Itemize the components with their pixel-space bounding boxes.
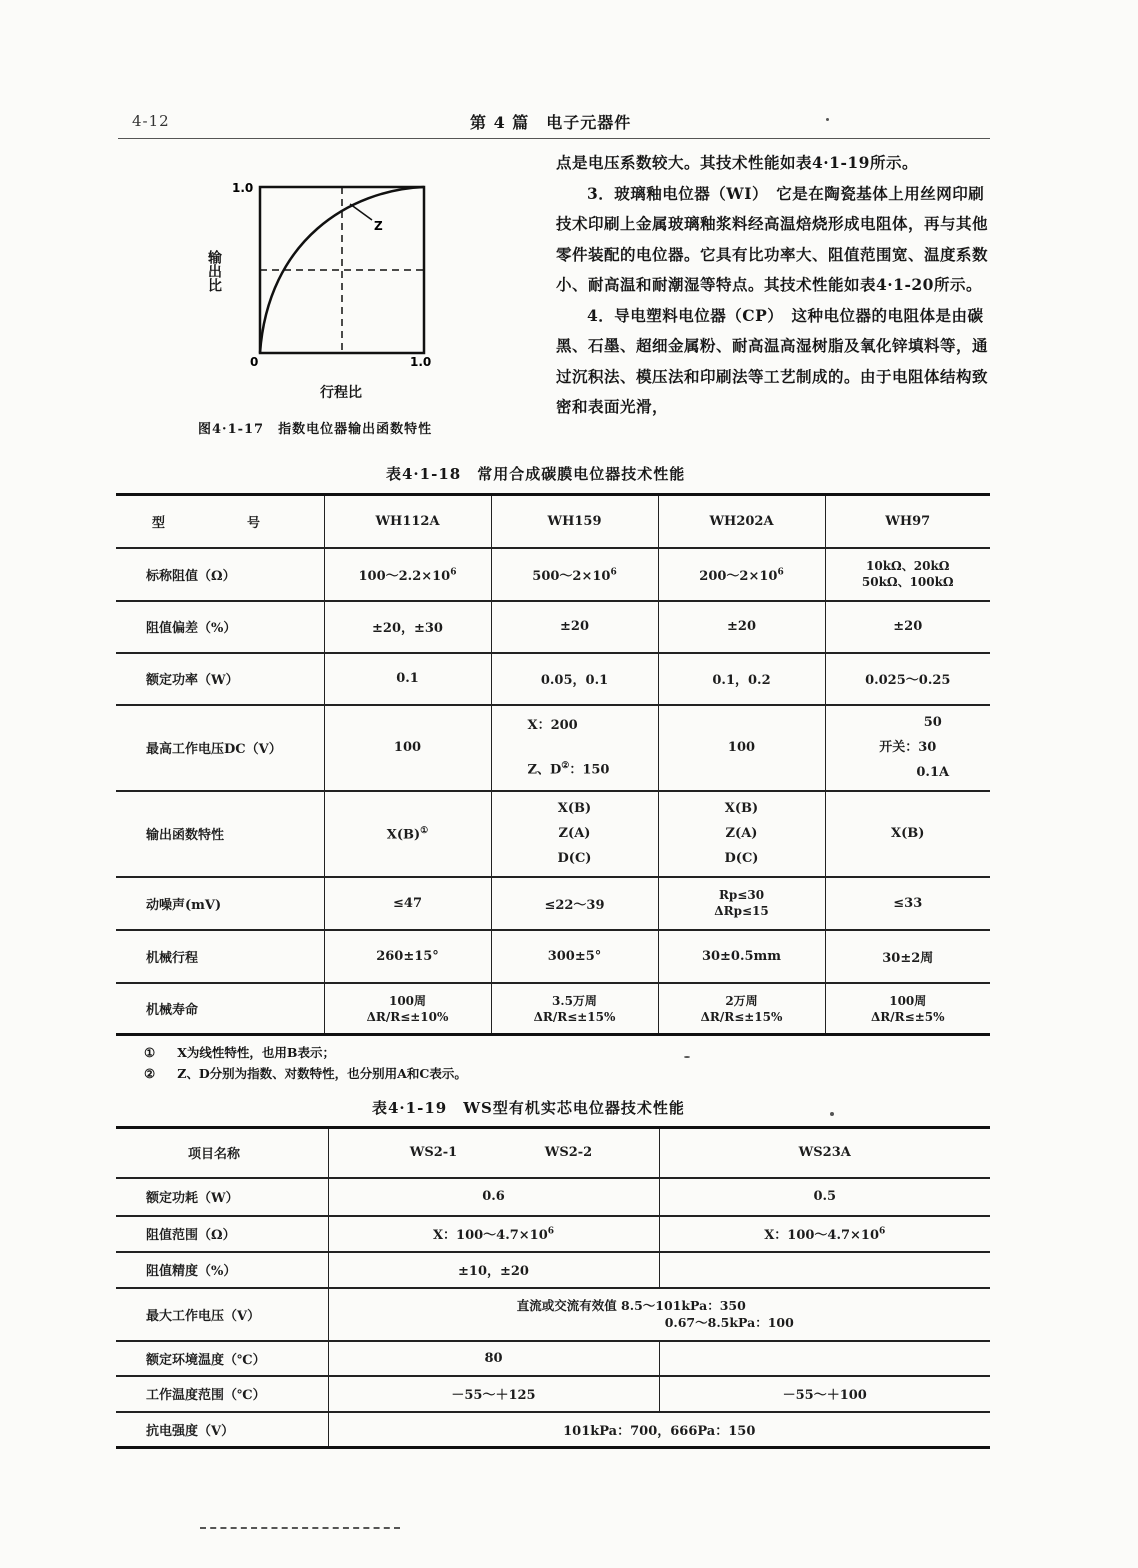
table-row: [116, 930, 990, 983]
row-label: 工作温度范围（℃）: [116, 1376, 328, 1412]
table-row: [116, 1178, 990, 1216]
row-label: 阻值范围（Ω）: [116, 1216, 328, 1252]
table-cell: 2万周 ΔR/R≤±15%: [658, 983, 825, 1035]
figure-exponential-curve: [200, 170, 460, 410]
table-cell: ±20: [658, 601, 825, 653]
table-cell: X：$100\sim 4.7\times 10^6$: [328, 1216, 659, 1252]
table-row: [116, 653, 990, 705]
table-cell: X(B): [825, 791, 990, 877]
tick-x-max: 1.0: [410, 355, 432, 369]
table-cell: ±10，±20: [328, 1252, 659, 1288]
scan-speck: [826, 118, 829, 121]
row-label: 额定功率（W）: [116, 653, 324, 705]
table-cell: 10kΩ、20kΩ 50kΩ、100kΩ: [825, 548, 990, 601]
header-cell: 型 号: [116, 495, 324, 548]
row-label: 最高工作电压DC（V）: [116, 705, 324, 791]
table-cell: ≤22～39: [491, 877, 658, 930]
row-label: 阻值精度（%）: [116, 1252, 328, 1288]
table-cell: X：$100\sim 4.7\times 10^6$: [659, 1216, 990, 1252]
curve-label: Z: [374, 219, 383, 233]
paragraph-1: 点是电压系数较大。其技术性能如表4·1-19所示。: [556, 153, 918, 172]
table-cell: 50 开关：30 0.1A: [825, 705, 990, 791]
table-cell: －55～＋125: [328, 1376, 659, 1412]
table-cell: $200\sim 2\times 10^6$: [658, 548, 825, 601]
table-cell: $100\sim 2.2\times 10^6$: [324, 548, 491, 601]
table-row: [116, 877, 990, 930]
y-axis-label: 输出比: [206, 250, 222, 292]
header-cell: WH159: [491, 495, 658, 548]
body-text: [556, 148, 996, 423]
table-cell: 80: [328, 1341, 659, 1376]
scan-speck: [830, 1112, 834, 1116]
table-row: [116, 1412, 990, 1448]
figure-plot: [200, 170, 460, 410]
table-cell: 0.1，0.2: [658, 653, 825, 705]
figure-caption: 图4·1-17 指数电位器输出函数特性: [198, 422, 433, 437]
table-cell: 100周 ΔR/R≤±5%: [871, 993, 945, 1024]
header-cell: WH112A: [324, 495, 491, 548]
header-cell: WH202A: [658, 495, 825, 548]
table-cell: 0.1: [324, 653, 491, 705]
table-cell: X(B)①: [324, 791, 491, 877]
table-row: [116, 548, 990, 601]
page-number: 4-12: [132, 112, 170, 130]
tick-y-max: 1.0: [232, 181, 254, 195]
table-cell: ≤47: [324, 877, 491, 930]
table2: [116, 1126, 990, 1449]
header-cell: WS2-1 WS2-2: [328, 1128, 659, 1178]
row-label: 最大工作电压（V）: [116, 1288, 328, 1341]
table-cell: 0.05，0.1: [491, 653, 658, 705]
table-cell: 0.6: [328, 1178, 659, 1216]
table2-title: 表4·1-19 WS型有机实芯电位器技术性能: [372, 1099, 685, 1117]
scan-dash-artifact: [200, 1527, 400, 1529]
paragraph-2: 3．玻璃釉电位器（WI） 它是在陶瓷基体上用丝网印刷技术印刷上金属玻璃釉浆料经高温焙烧形成电阻体，再与其他零件装配的电位器。它具有比功率大、阻值范围宽、温度系数小、耐高温和耐潮湿等特点。其技术性能如表4·1-20所示。: [556, 183, 989, 294]
table-cell: 30±2周: [825, 930, 990, 983]
table-cell: [659, 1252, 990, 1288]
table-cell: 0.025～0.25: [825, 653, 990, 705]
row-label: 抗电强度（V）: [116, 1412, 328, 1448]
row-label: 动噪声(mV): [116, 877, 324, 930]
table-cell: X：200 Z、D②：150: [491, 705, 658, 791]
table-cell: $500\sim 2\times 10^6$: [491, 548, 658, 601]
row-label: 额定环境温度（℃）: [116, 1341, 328, 1376]
row-label: 输出函数特性: [116, 791, 324, 877]
tick-origin: 0: [250, 355, 259, 369]
table-row: [116, 1252, 990, 1288]
table-cell: 3.5万周 ΔR/R≤±15%: [491, 983, 658, 1035]
header-rule: [118, 138, 990, 139]
table-cell: X(B) Z(A) D(C): [491, 791, 658, 877]
note-1: ① X为线性特性，也用B表示；: [144, 1045, 335, 1060]
table-cell: Rp≤30 ΔRp≤15: [658, 877, 825, 930]
table-row: [116, 1376, 990, 1412]
row-label: 机械行程: [116, 930, 324, 983]
table-row: [116, 1128, 990, 1178]
scan-speck: [684, 1056, 690, 1058]
paragraph-3: 4．导电塑料电位器（CP） 这种电位器的电阻体是由碳黑、石墨、超细金属粉、耐高温高湿树脂及氧化锌填料等，通过沉积法、模压法和印刷法等工艺制成的。由于电阻体结构致密和表面光滑，: [556, 305, 989, 416]
table-cell: ±20: [491, 601, 658, 653]
curve-leader: [350, 204, 372, 220]
table-cell: －55～＋100: [659, 1376, 990, 1412]
table-cell: ±20，±30: [324, 601, 491, 653]
table1-notes: [144, 1042, 489, 1084]
curve-z: [260, 187, 424, 353]
table-cell: 100: [658, 705, 825, 791]
table1: [116, 493, 990, 1036]
table-cell: 直流或交流有效值 8.5～101kPa：350 0.67～8.5kPa：100: [328, 1288, 990, 1341]
section-title: 第 4 篇 电子元器件: [470, 113, 632, 132]
x-axis-label: 行程比: [320, 385, 362, 401]
table-cell: 300±5°: [491, 930, 658, 983]
table-cell: 100周 ΔR/R≤±10%: [324, 983, 491, 1035]
table-row: [116, 1341, 990, 1376]
table-row: [116, 791, 990, 877]
table-cell: 0.5: [659, 1178, 990, 1216]
row-label: 阻值偏差（%）: [116, 601, 324, 653]
table1-title: 表4·1-18 常用合成碳膜电位器技术性能: [386, 465, 686, 483]
table-cell: 100: [324, 705, 491, 791]
table-cell: ±20: [825, 601, 990, 653]
table-cell: [659, 1341, 990, 1376]
row-label: 额定功耗（W）: [116, 1178, 328, 1216]
table-cell: 260±15°: [324, 930, 491, 983]
row-label: 标称阻值（Ω）: [116, 548, 324, 601]
table-row: [116, 1288, 990, 1341]
header-cell: 项目名称: [116, 1128, 328, 1178]
table-cell: X(B) Z(A) D(C): [658, 791, 825, 877]
table-row: [116, 705, 990, 791]
row-label: 机械寿命: [116, 983, 324, 1035]
header-cell: WH97: [825, 495, 990, 548]
table-cell: 30±0.5mm: [658, 930, 825, 983]
table-row: [116, 601, 990, 653]
table-cell: 101kPa：700，666Pa：150: [563, 1423, 756, 1439]
note-2: ② Z、D分别为指数、对数特性，也分别用A和C表示。: [144, 1066, 467, 1081]
table-row: [116, 1216, 990, 1252]
table-cell: ≤33: [825, 877, 990, 930]
table-row: [116, 495, 990, 548]
header-cell: WS23A: [659, 1128, 990, 1178]
table-row: [116, 983, 990, 1035]
